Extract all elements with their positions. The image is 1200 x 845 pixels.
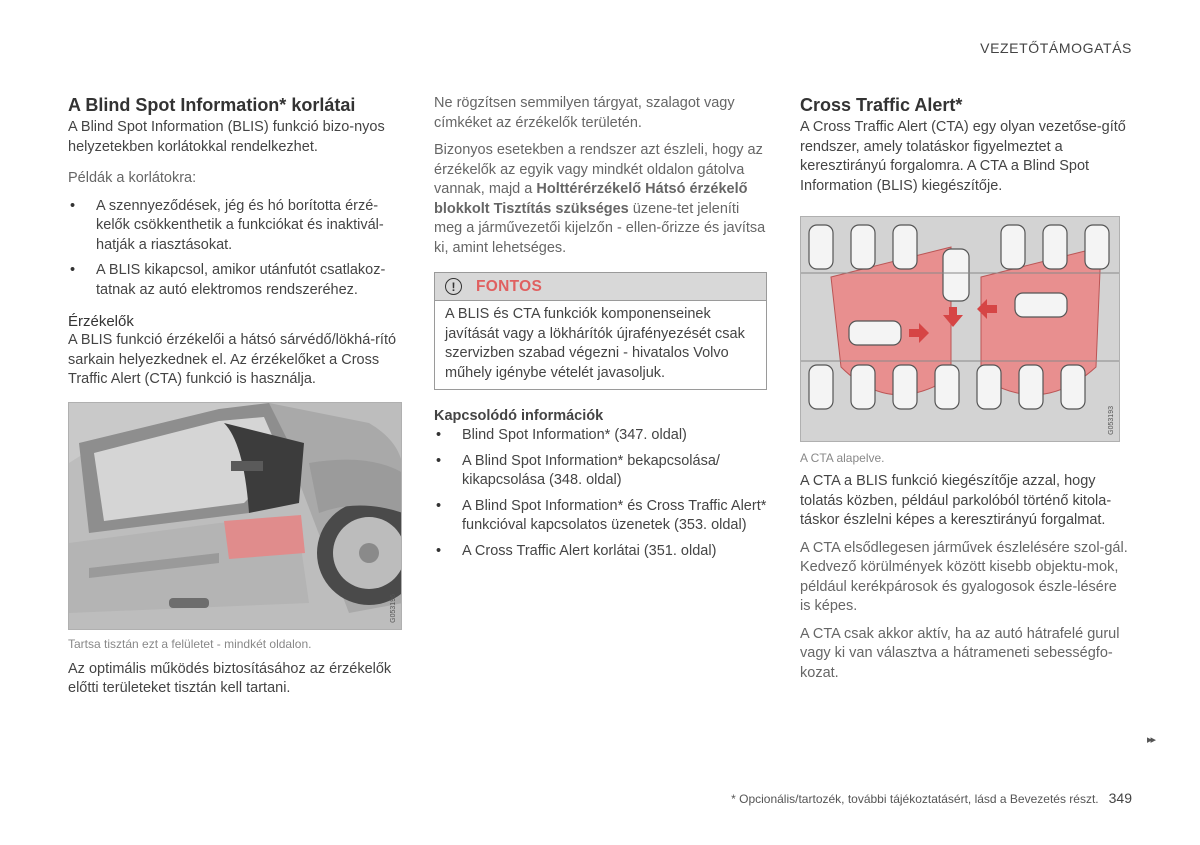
next-page-arrows-icon[interactable]: ▸▸ <box>1147 734 1155 746</box>
column-sensor-info <box>434 94 767 567</box>
image-caption: Tartsa tisztán ezt a felületet - mindkét oldalon. <box>68 636 312 651</box>
cta-title: Cross Traffic Alert* <box>800 95 963 115</box>
cta-paragraph-1: A CTA a BLIS funkció kiegészítője azzal, hogy tolatás közben, például parkolóból történő kitola-táskor észlelni képes a keresztirányú forgalmat. <box>800 473 1112 528</box>
notice-header <box>435 273 766 301</box>
page-number: 349 <box>1108 790 1132 806</box>
blocked-sensor-text <box>434 141 767 258</box>
column-blis-limitations <box>68 94 404 699</box>
image-code: G053193 <box>1108 406 1115 435</box>
car-rear-image <box>69 403 402 630</box>
blis-limitations-title: A Blind Spot Information* korlátai <box>68 95 356 115</box>
closing-text: Az optimális működés biztosításához az érzékelők előtti területeket tisztán kell tartani. <box>68 660 392 696</box>
examples-label: Példák a korlátokra: <box>68 170 197 186</box>
rear-bumper-illustration <box>68 402 402 630</box>
limitations-list <box>68 197 404 301</box>
image-code: G053196 <box>390 593 397 623</box>
cta-paragraph-3: A CTA csak akkor aktív, ha az autó hátrafelé gurul vagy ki van választva a hátrameneti sebességfo-kozat. <box>800 625 1120 681</box>
related-link[interactable]: • Blind Spot Information* (347. oldal) <box>434 426 767 446</box>
related-link[interactable]: • A Cross Traffic Alert korlátai (351. oldal) <box>434 542 767 562</box>
blocked-text-after: üzene-tet jeleníti meg a járművezetői kijelzőn - ellen-őrizze és javítsa ki, amint lehetséges. <box>434 200 766 256</box>
list-item: • A szennyeződések, jég és hó borította érzé-kelők csökkenthetik a funkciókat és inaktivál-hatják a riasztásokat. <box>68 197 404 256</box>
cta-image-caption: A CTA alapelve. <box>800 451 885 465</box>
related-link[interactable]: • A Blind Spot Information* és Cross Traffic Alert* funkcióval kapcsolatos üzenetek (353. oldal) <box>434 497 767 536</box>
important-notice <box>434 272 767 390</box>
section-header: VEZETŐTÁMOGATÁS <box>980 40 1132 56</box>
related-link[interactable]: • A Blind Spot Information* bekapcsolása/ kikapcsolása (348. oldal) <box>434 452 767 491</box>
blocked-text-message: Holttérérzékelő Hátsó érzékelő blokkolt Tisztítás szükséges <box>434 181 748 217</box>
parking-lot-image <box>801 217 1120 442</box>
blocked-text-before: Bizonyos esetekben a rendszer azt észleli, hogy az érzékelők az egyik vagy mindkét oldalon gátolva vannak, majd a <box>434 142 763 197</box>
exclamation-icon: ! <box>445 278 462 295</box>
column-cta <box>800 94 1130 683</box>
sensors-heading: Érzékelők <box>68 313 134 330</box>
cta-paragraph-2: A CTA elsődlegesen járművek észlelésére szol-gál. Kedvező körülmények között kisebb objektu-mok, például kerékpárosok és gyalogosok észle-lésére is képes. <box>800 539 1128 614</box>
footnote: * Opcionális/tartozék, további tájékoztatásért, lásd a Bevezetés részt. <box>731 792 1099 806</box>
notice-text: A BLIS és CTA funkciók komponenseinek javítását vagy a lökhárítók újrafényezését csak szervizben szabad végezni - hivatalos Volvo műhely igénybe vételét javasoljuk. <box>445 306 745 381</box>
list-item: • A BLIS kikapcsol, amikor utánfutót csatlakoz-tatnak az autó elektromos rendszeréhez. <box>68 261 404 300</box>
blis-limitations-intro: A Blind Spot Information (BLIS) funkció bizo-nyos helyzetekben korlátokkal rendelkezhet. <box>68 119 385 155</box>
page-footer <box>731 790 1132 806</box>
cta-intro: A Cross Traffic Alert (CTA) egy olyan vezetőse-gítő rendszer, amely tolatáskor figyelmeztet a keresztirányú forgalomra. A CTA a Blind Spot Information (BLIS) kiegészítője. <box>800 119 1126 194</box>
sensors-text: A BLIS funkció érzékelői a hátsó sárvédő/lökhá-rító sarkain helyezkednek el. Az érzékelőket a Cross Traffic Alert (CTA) funkció is használja. <box>68 332 397 387</box>
no-attach-text: Ne rögzítsen semmilyen tárgyat, szalagot vagy címkéket az érzékelők területén. <box>434 95 735 131</box>
cta-principle-diagram <box>800 216 1120 442</box>
notice-title: FONTOS <box>476 277 543 295</box>
related-heading: Kapcsolódó információk <box>434 408 604 424</box>
related-links <box>434 426 767 561</box>
